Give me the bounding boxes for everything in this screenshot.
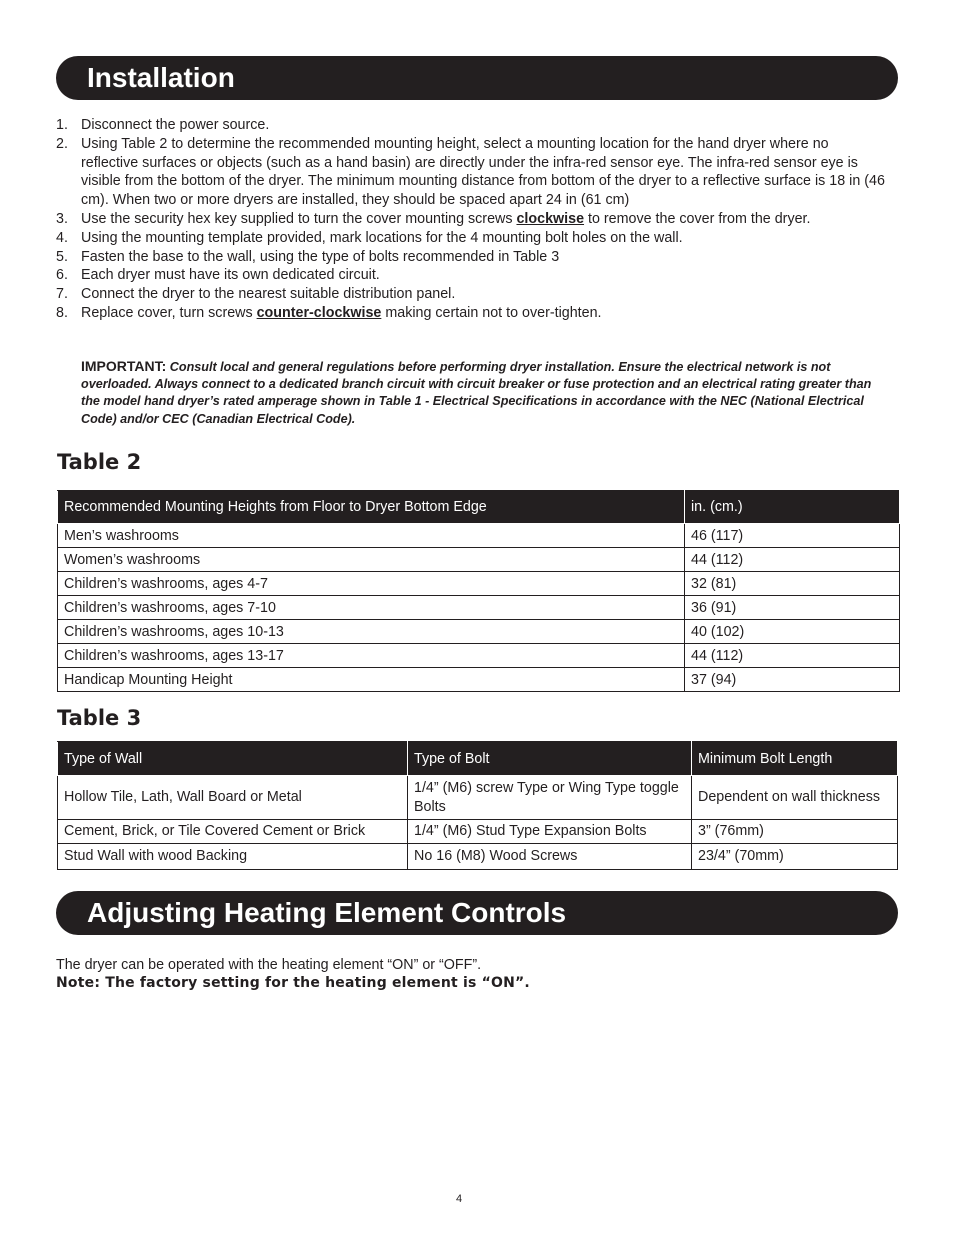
- installation-heading: Installation: [56, 56, 898, 100]
- step-text: Using Table 2 to determine the recommended mounting height, select a mounting location for the hand dryer where no reflective surfaces or objects (such as a hand basin) are directly under the infra-red sensor eye. The infra-red sensor eye is visible from the bottom of the dryer. The minimum mounting distance from bottom of the dryer to a reflective surface is 18 in (46 cm). When two or more dryers are installed, they should be spaced apart 24 in (61 cm): [81, 135, 885, 209]
- emphasis-counter-clockwise: counter-clockwise: [256, 304, 382, 321]
- table3-title: Table 3: [57, 706, 142, 730]
- table-cell: Women’s washrooms: [58, 548, 685, 572]
- installation-steps: [56, 116, 886, 323]
- step-text: Disconnect the power source.: [81, 117, 270, 133]
- column-header: Type of Bolt: [408, 742, 692, 776]
- column-header: in. (cm.): [685, 491, 900, 524]
- table-cell: Children’s washrooms, ages 13-17: [58, 644, 685, 668]
- table-row: [58, 620, 900, 644]
- table-row: [58, 524, 900, 548]
- step-number: 2.: [56, 135, 68, 152]
- table-cell: 44 (112): [685, 644, 900, 668]
- table-cell: 40 (102): [685, 620, 900, 644]
- table-row: [58, 596, 900, 620]
- step-number: 7.: [56, 286, 68, 303]
- table-cell: Dependent on wall thickness: [692, 776, 898, 820]
- step-text: Use the security hex key supplied to turn the cover mounting screws: [81, 210, 517, 227]
- adjusting-text: The dryer can be operated with the heating element “ON” or “OFF”.: [56, 957, 482, 973]
- bolt-types-table: [57, 741, 898, 870]
- table-cell: No 16 (M8) Wood Screws: [408, 844, 692, 870]
- table-row: [58, 820, 898, 844]
- step-text: Connect the dryer to the nearest suitable distribution panel.: [81, 286, 456, 303]
- list-item: [56, 248, 886, 267]
- table-cell: 37 (94): [685, 668, 900, 692]
- step-number: 4.: [56, 229, 68, 246]
- column-header: Minimum Bolt Length: [692, 742, 898, 776]
- table2-title: Table 2: [57, 450, 142, 474]
- important-notice: [81, 358, 881, 428]
- table-cell: Stud Wall with wood Backing: [58, 844, 408, 870]
- step-number: 3.: [56, 210, 68, 227]
- table-cell: 23/4” (70mm): [692, 844, 898, 870]
- table-cell: Children’s washrooms, ages 4-7: [58, 572, 685, 596]
- table-header-row: [58, 491, 900, 524]
- step-text: Replace cover, turn screws: [81, 304, 257, 321]
- important-text: Consult local and general regulations before performing dryer installation. Ensure the electrical network is not overloaded. Always connect to a dedicated branch circuit with circuit breaker or fuse protection and an electrical rating greater than the model hand dryer’s rated amperage shown in Table 1 - Electrical Specifications in accordance with the NEC (National Electrical Code) and/or CEC (Canadian Electrical Code).: [81, 360, 872, 426]
- column-header: Recommended Mounting Heights from Floor to Dryer Bottom Edge: [58, 491, 685, 524]
- adjusting-note: Note: The factory setting for the heating element is “ON”.: [56, 975, 530, 991]
- table-cell: 32 (81): [685, 572, 900, 596]
- step-number: 6.: [56, 267, 68, 284]
- table-cell: Handicap Mounting Height: [58, 668, 685, 692]
- table-cell: 3” (76mm): [692, 820, 898, 844]
- mounting-heights-table: [57, 490, 900, 692]
- emphasis-clockwise: clockwise: [516, 210, 585, 227]
- page-number: 4: [455, 1193, 463, 1205]
- table-row: [58, 572, 900, 596]
- step-text: Using the mounting template provided, mark locations for the 4 mounting bolt holes on the wall.: [81, 229, 683, 246]
- table-cell: Men’s washrooms: [58, 524, 685, 548]
- list-item: [56, 266, 886, 285]
- table-row: [58, 844, 898, 870]
- table-cell: 1/4” (M6) screw Type or Wing Type toggle Bolts: [408, 776, 692, 820]
- table-row: [58, 548, 900, 572]
- step-text: to remove the cover from the dryer.: [584, 210, 811, 227]
- table-row: [58, 668, 900, 692]
- step-number: 5.: [56, 248, 68, 265]
- table-row: [58, 644, 900, 668]
- step-text: making certain not to over-tighten.: [381, 304, 602, 321]
- step-number: 1.: [56, 117, 68, 133]
- list-item: [56, 229, 886, 248]
- important-label: IMPORTANT:: [81, 358, 167, 374]
- table-row: [58, 776, 898, 820]
- table-cell: 1/4” (M6) Stud Type Expansion Bolts: [408, 820, 692, 844]
- table-cell: Children’s washrooms, ages 10-13: [58, 620, 685, 644]
- column-header: Type of Wall: [58, 742, 408, 776]
- table-cell: Children’s washrooms, ages 7-10: [58, 596, 685, 620]
- table-cell: Hollow Tile, Lath, Wall Board or Metal: [58, 776, 408, 820]
- list-item: [56, 285, 886, 304]
- list-item: [56, 210, 886, 229]
- adjusting-heading: Adjusting Heating Element Controls: [56, 891, 898, 935]
- list-item: [56, 304, 886, 323]
- list-item: [56, 116, 886, 135]
- table-cell: 46 (117): [685, 524, 900, 548]
- table-cell: Cement, Brick, or Tile Covered Cement or Brick: [58, 820, 408, 844]
- step-number: 8.: [56, 304, 68, 321]
- table-header-row: [58, 742, 898, 776]
- table-cell: 36 (91): [685, 596, 900, 620]
- step-text: Fasten the base to the wall, using the type of bolts recommended in Table 3: [81, 248, 560, 265]
- step-text: Each dryer must have its own dedicated circuit.: [81, 267, 380, 284]
- list-item: [56, 135, 886, 210]
- table-cell: 44 (112): [685, 548, 900, 572]
